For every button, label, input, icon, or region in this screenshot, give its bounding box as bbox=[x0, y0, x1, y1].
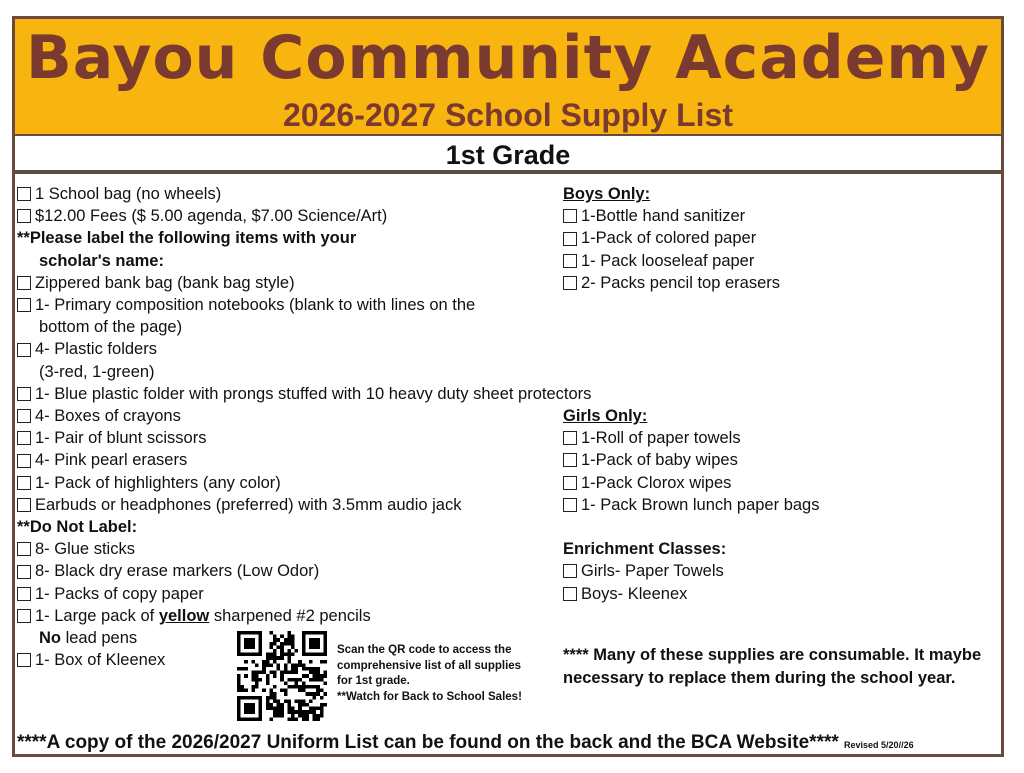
checkbox[interactable] bbox=[563, 276, 577, 290]
checkbox[interactable] bbox=[563, 587, 577, 601]
checkbox[interactable] bbox=[17, 343, 31, 357]
checkbox[interactable] bbox=[17, 542, 31, 556]
list-item: Earbuds or headphones (preferred) with 3.5mm audio jack bbox=[17, 494, 677, 516]
checkbox[interactable] bbox=[563, 498, 577, 512]
checkbox[interactable] bbox=[563, 476, 577, 490]
checkbox[interactable] bbox=[563, 232, 577, 246]
label-note: **Please label the following items with your bbox=[17, 229, 357, 248]
girls-heading: Girls Only: bbox=[563, 406, 648, 425]
checkbox[interactable] bbox=[17, 565, 31, 579]
list-item: 2- Packs pencil top erasers bbox=[563, 272, 993, 294]
list-item: 1-Pack of baby wipes bbox=[563, 449, 993, 471]
list-item: 4- Pink pearl erasers bbox=[17, 449, 677, 471]
checkbox[interactable] bbox=[17, 431, 31, 445]
list-item: Zippered bank bag (bank bag style) bbox=[17, 272, 677, 294]
qr-code-icon[interactable] bbox=[233, 631, 331, 721]
list-item: 1-Roll of paper towels bbox=[563, 427, 993, 449]
list-item: 8- Black dry erase markers (Low Odor) bbox=[17, 560, 677, 582]
label-note-cont: scholar's name: bbox=[39, 251, 164, 270]
revised-date: Revised 5/20//26 bbox=[844, 740, 914, 750]
list-item: 1- Packs of copy paper bbox=[17, 583, 677, 605]
checkbox[interactable] bbox=[17, 209, 31, 223]
checkbox[interactable] bbox=[17, 276, 31, 290]
list-item: Girls- Paper Towels bbox=[563, 560, 993, 582]
checkbox[interactable] bbox=[17, 187, 31, 201]
list-item-cont: bottom of the page) bbox=[39, 318, 183, 337]
checkbox[interactable] bbox=[17, 609, 31, 623]
footer-note: ****A copy of the 2026/2027 Uniform List can be found on the back and the BCA Website**** Revised 5/20//26 bbox=[17, 732, 914, 753]
emphasis-yellow: yellow bbox=[158, 606, 210, 625]
list-item: 1-Pack of colored paper bbox=[563, 227, 993, 249]
checkbox[interactable] bbox=[17, 653, 31, 667]
list-item: $12.00 Fees ($ 5.00 agenda, $7.00 Science/Art) bbox=[17, 205, 677, 227]
list-item: 1- Pair of blunt scissors bbox=[17, 427, 677, 449]
list-item: 1 School bag (no wheels) bbox=[17, 183, 677, 205]
list-item: 1- Pack looseleaf paper bbox=[563, 250, 993, 272]
list-title: 2026-2027 School Supply List bbox=[283, 97, 733, 133]
checkbox[interactable] bbox=[17, 587, 31, 601]
checkbox[interactable] bbox=[563, 209, 577, 223]
boys-heading: Boys Only: bbox=[563, 185, 651, 203]
checkbox[interactable] bbox=[17, 476, 31, 490]
supply-list-page bbox=[12, 16, 1004, 757]
enrichment-heading: Enrichment Classes: bbox=[563, 540, 727, 559]
list-item: 1- Blue plastic folder with prongs stuffed with 10 heavy duty sheet protectors bbox=[17, 383, 677, 405]
list-item: 4- Boxes of crayons bbox=[17, 405, 677, 427]
list-item-cont: No lead pens bbox=[39, 629, 138, 648]
checkbox[interactable] bbox=[563, 453, 577, 467]
list-item: 1-Pack Clorox wipes bbox=[563, 472, 993, 494]
list-item: Boys- Kleenex bbox=[563, 583, 993, 605]
list-item: 1- Pack Brown lunch paper bags bbox=[563, 494, 993, 516]
list-item-cont: (3-red, 1-green) bbox=[39, 362, 155, 381]
school-name: Bayou Community Academy bbox=[25, 23, 991, 93]
checkbox[interactable] bbox=[563, 254, 577, 268]
list-item: 1- Pack of highlighters (any color) bbox=[17, 472, 677, 494]
checkbox[interactable] bbox=[17, 454, 31, 468]
checkbox[interactable] bbox=[563, 564, 577, 578]
checkbox[interactable] bbox=[17, 409, 31, 423]
qr-caption: Scan the QR code to access the comprehensive list of all supplies for 1st grade. **Watch for Back to School Sales! bbox=[337, 644, 522, 703]
list-item: 8- Glue sticks bbox=[17, 538, 677, 560]
list-item: 1- Primary composition notebooks (blank to with lines on the bbox=[17, 294, 677, 316]
do-not-label-heading: **Do Not Label: bbox=[17, 518, 138, 537]
list-item: 4- Plastic folders bbox=[17, 338, 677, 360]
list-item: 1- Large pack of yellow sharpened #2 pencils bbox=[17, 605, 677, 627]
grade-heading: 1st Grade bbox=[15, 138, 1001, 174]
checkbox[interactable] bbox=[17, 298, 31, 312]
list-item: 1-Bottle hand sanitizer bbox=[563, 205, 993, 227]
consumable-note: **** Many of these supplies are consumable. It maybe necessary to replace them during the school year. bbox=[563, 646, 982, 687]
right-column bbox=[563, 183, 993, 605]
header-banner bbox=[15, 19, 1001, 136]
checkbox[interactable] bbox=[17, 387, 31, 401]
list-item: 1- Box of Kleenex bbox=[17, 649, 677, 671]
checkbox[interactable] bbox=[17, 498, 31, 512]
checkbox[interactable] bbox=[563, 431, 577, 445]
